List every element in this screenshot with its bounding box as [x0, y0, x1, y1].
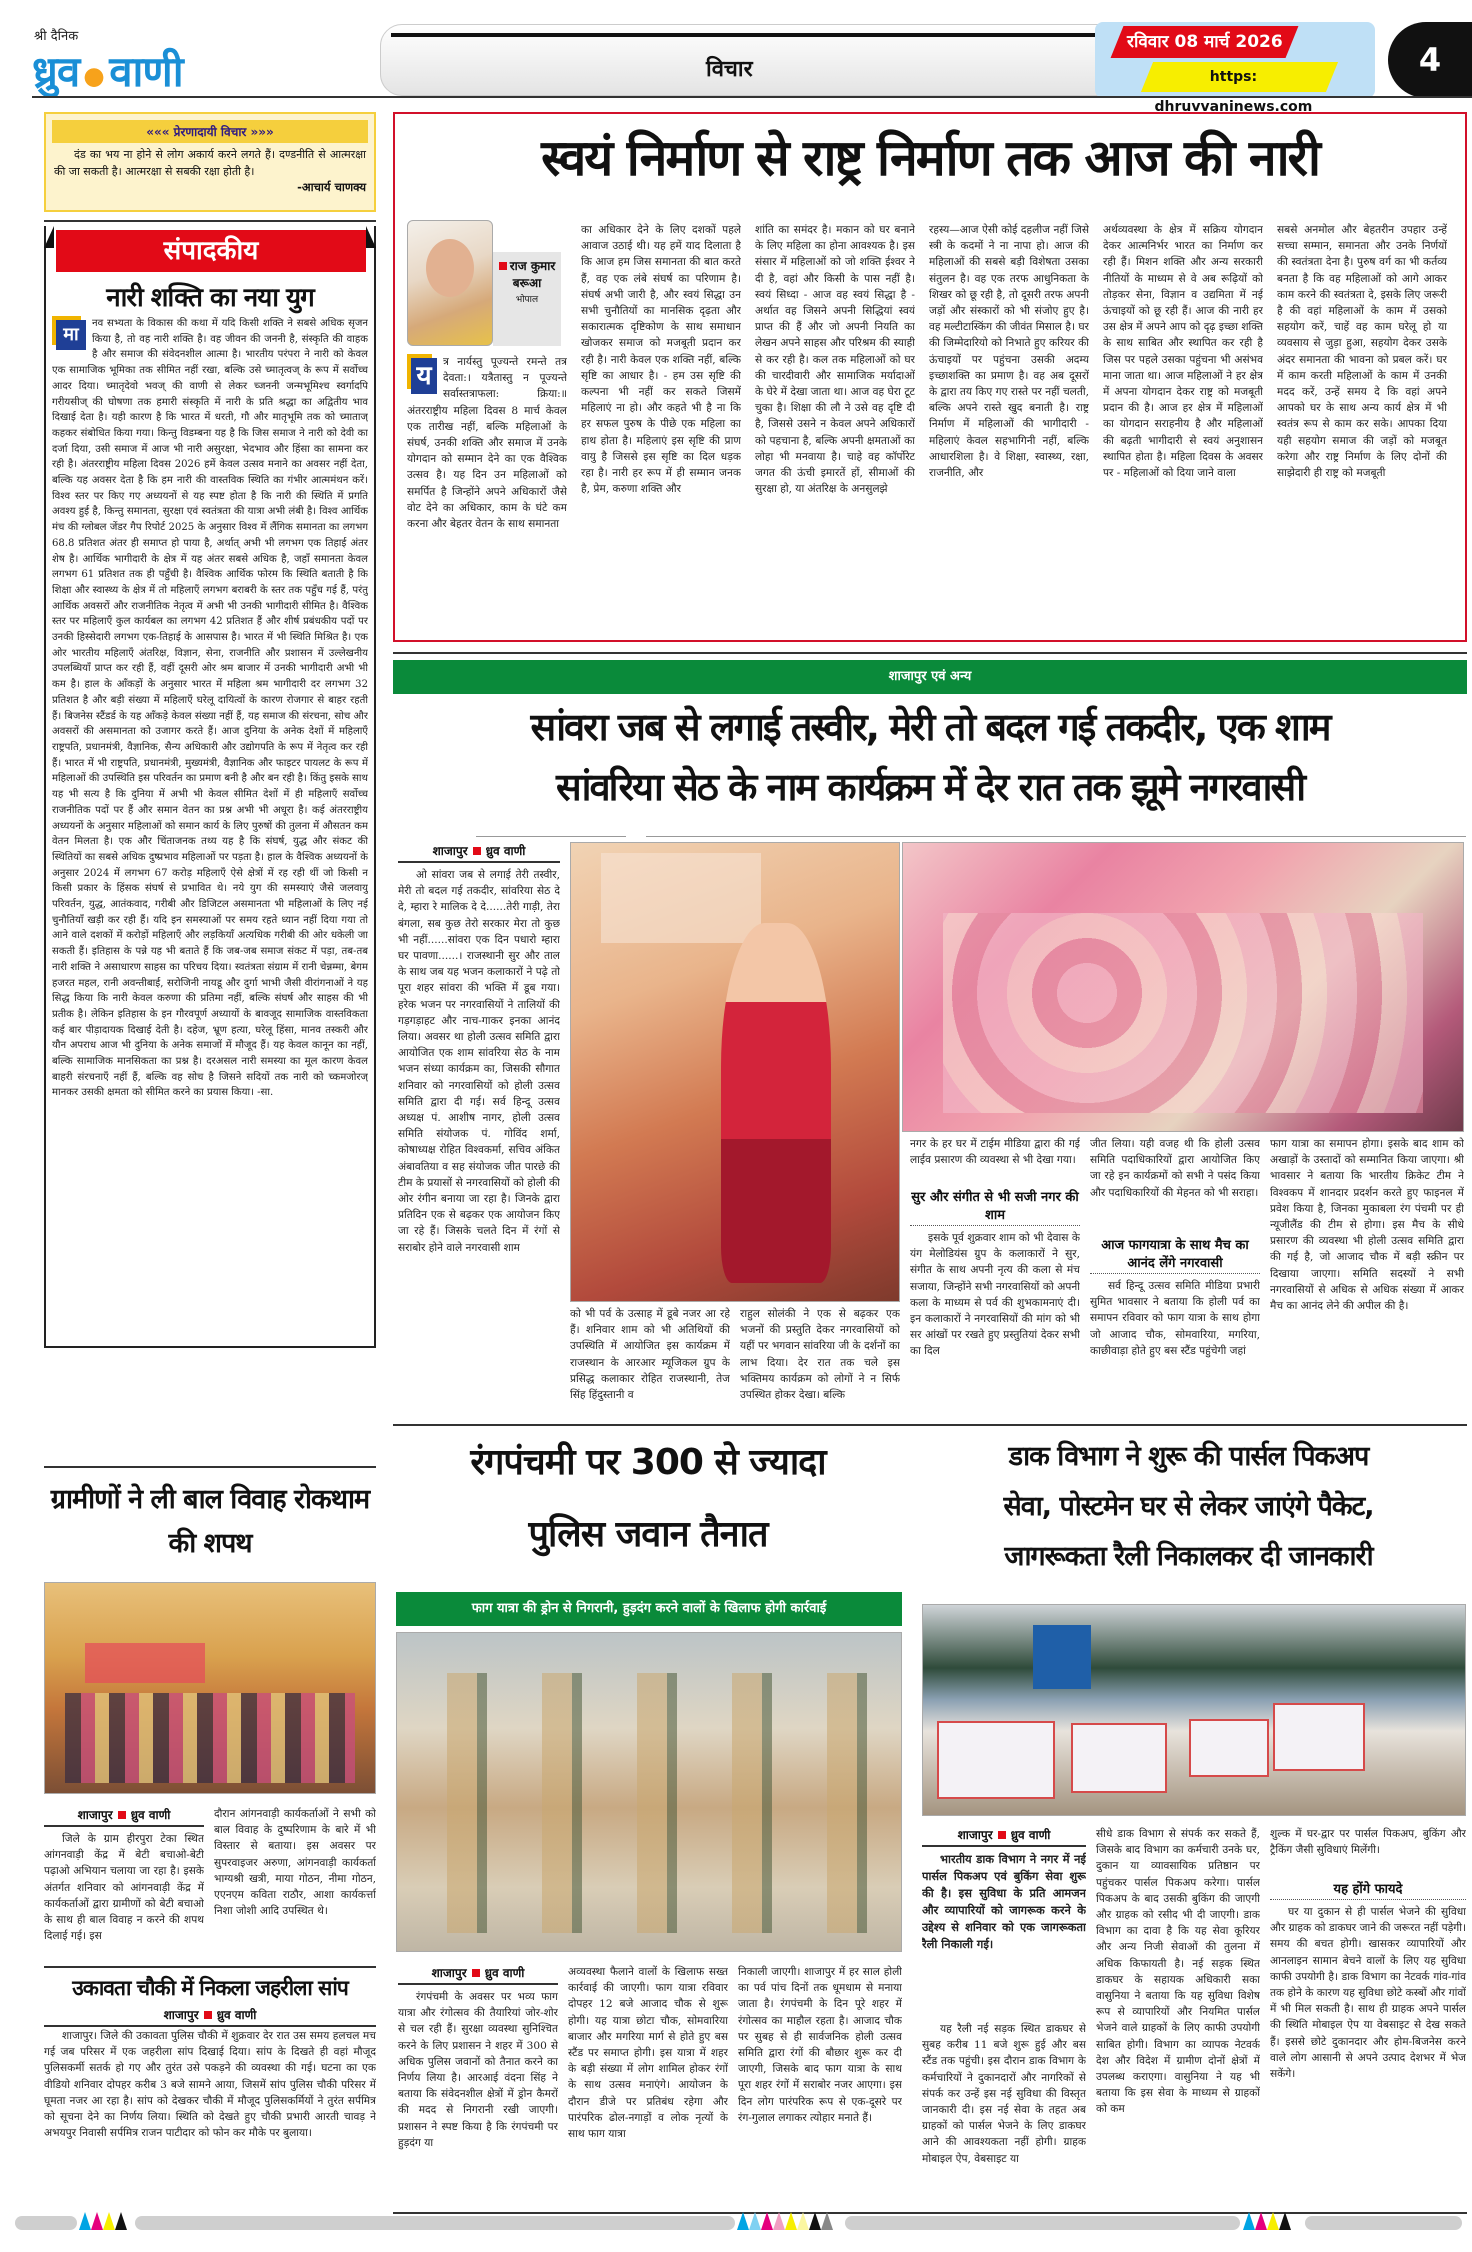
footer-rule: [393, 2212, 1467, 2214]
section-band: [393, 660, 1467, 694]
author-city: भोपाल: [515, 295, 539, 305]
sanwara-col6: फाग यात्रा का समापन होगा। इसके बाद शाम को अखाड़ों के उस्तादों को सम्मानित किया जाएगा। श्री भावसार ने बताया कि भारतीय क्रिकेट टीम ने विश्वकप में शानदार प्रदर्शन करते हुए फाइनल में प्रवेश किया है, जिनका मुकाबला रंग पंचमी पर ही न्यूजीलैंड की टीम से होगा। इस मैच के सीधे प्रसारण की व्यवस्था भी होली उत्सव समिति द्वारा की गई है, जो आजाद चौक में बड़ी स्क्रीन पर दिखाया जाएगा। समिति सदस्यों ने सभी नगरवासियों से अधिक से अधिक संख्या में आकर मैच का आनंद लेने की अपील की है।: [1270, 1138, 1464, 1313]
footer-pill-1: [15, 2216, 77, 2230]
byline-square-icon: [998, 1831, 1006, 1839]
section-tab-rule: [391, 33, 1136, 37]
rally-banner-4: [1273, 1703, 1365, 1771]
lead-col5: अर्थव्यवस्था के क्षेत्र में सक्रिय योगदान देकर आत्मनिर्भर भारत का निर्माण कर रही हैं। मिशन शक्ति और अन्य सरकारी नीतियों के माध्यम से वे अब रूढ़ियों को तोड़कर सेना, विज्ञान व उद्यमिता में नई ऊंचाइयों को छू रही हैं। आज की नारी हर उस क्षेत्र में अपने आप को दृढ़ इच्छा शक्ति के साथ साबित और स्थापित कर रही है जिस पर पहले उसका पहुंचना भी असंभव माना जाता था। आज महिलाओं ने हर क्षेत्र में अपना योगदान देकर राष्ट्र को मजबूती प्रदान की है। आज हर क्षेत्र में महिलाओं का योगदान सराहनीय है और महिलाओं की बढ़ती भागीदारी से स्वयं अनुशासन स्थापित होता है। महिला दिवस के अवसर पर - महिलाओं को दिया जाने वाला: [1103, 224, 1263, 480]
section-band-label: शाजापुर एवं अन्य: [888, 669, 972, 684]
postal-text3b: घर या दुकान से ही पार्सल भेजने की सुविधा और ग्राहक को डाकघर जाने की जरूरत नहीं पड़ेगी। समय की बचत होगी। खासकर व्यापारियों और आनलाइन सामान बेचने वालों के लिए यह सुविधा काफी उपयोगी है। डाक विभाग का नेटवर्क गांव-गांव तक होने के कारण यह सुविधा छोटे कस्बों और गांवों में भी मिल सकती है। साथ ही ग्राहक अपने पार्सल की स्थिति मोबाइल ऐप या वेबसाइट से देख सकते हैं। इससे छोटे दुकानदार और होम-बिजनेस करने वाले लोग आसानी से अपने उत्पाद देशभर में भेज सकेंगे।: [1270, 1906, 1466, 2081]
footer-pill-4: [1305, 2216, 1462, 2230]
holi-faces: [943, 913, 1423, 1113]
sanwara-text4: नगर के हर घर में टाईम मीडिया द्वारा की गई लाईव प्रसारण की व्यवस्था से भी देखा गया।: [910, 1138, 1080, 1167]
postal-lead: भारतीय डाक विभाग ने नगर में नई पार्सल पिकअप एवं बुकिंग सेवा शुरू की है। इस सुविधा के प्रति आमजन और व्यापारियों को जागरूक करने के उद्देश्य से शनिवार को एक जागरूकता रैली निकाली गई।: [922, 1852, 1086, 1951]
byline-square-icon: [118, 1811, 126, 1819]
sanwara-text1: ओ सांवरा जब से लगाई तेरी तस्वीर, मेरी तो बदल गई तकदीर, सांवरिया सेठ दे दे, म्हारा रे मालिक दे दे......तेरी गाड़ी, तेरा बंगला, सब कुछ तेरो सरकार मेरा तो कुछ भी नहीं......सांवरा एक दिन पधारो म्हारा घर पावणा......। राजस्थानी सुर और ताल के साथ जब यह भजन कलाकारों ने पढ़े तो पूरा शहर सांवरा की भक्ति में डूब गया। हरेक भजन पर नगरवासियों ने तालियों की गड़गड़ाहट और नाच-गाकर इनका आनंद लिया। अवसर था होली उत्सव समिति द्वारा आयोजित एक शाम सांवरिया सेठ के नाम भजन संध्या कार्यक्रम का, जिसकी सौगात शनिवार को नगरवासियों को होली उत्सव समिति द्वारा दी गई। सर्व हिन्दू उत्सव अध्यक्ष पं. आशीष नागर, होली उत्सव समिति संयोजक पं. गोविंद शर्मा, कोषाध्यक्ष रोहित विश्वकर्मा, सचिव अंकित अंबावतिया व सह संयोजक जीत पारछे की टीम के प्रयासों से नगरवासियों को होली की ओर रंगीन बनाया जा रहा है। जिनके द्वारा प्रतिदिन एक से बढ़कर एक आयोजन किए जा रहे हैं। जिसके चलते दिन में रंगों से सराबोर होने वाले नगरवासी शाम: [398, 869, 560, 1254]
quote-title: ««« प्रेरणादायी विचार »»»: [52, 120, 368, 143]
date-box: [1095, 22, 1375, 115]
quote-text: दंड का भय ना होने से लोग अकार्य करने लगते हैं। दण्डनीति से आत्मरक्षा की जा सकती है। आत्मरक्षा से सबकी रक्षा होती है।: [54, 148, 366, 178]
headline-underrule-1: [476, 836, 626, 837]
editorial-label: संपादकीय: [56, 230, 366, 272]
quote-author: -आचार्य चाणक्य: [297, 180, 366, 194]
postal-text3: शुल्क में घर-द्वार पर पार्सल पिकअप, बुकिंग और ट्रैकिंग जैसी सुविधाएं मिलेंगी।: [1270, 1828, 1466, 1857]
subhead-match: आज फागयात्रा के साथ मैच का आनंद लेंगे नगरवासी: [1090, 1235, 1260, 1274]
lead-col6: सबसे अनमोल और बेहतरीन उपहार उन्हें सच्चा सम्मान, समानता और उनके निर्णयों की स्वतंत्रता देना है। पुरुष वर्ग का भी कर्तव्य बनता है कि वह महिलाओं को आगे आकर काम करने की स्वतंत्रता दे, इसके लिए जरूरी है की वहां महिलाओं के काम में उसको सहयोग करें, चाहें वह काम घरेलू हो या व्यवसाय से जुड़ा हुआ, सहयोग देकर उसके अंदर समानता की भावना को प्रबल करें। घर में काम करती महिलाओं के काम में उनकी मदद करें, उन्हें समय दे कि वहां अपने आपको घर के साथ अन्य कार्य क्षेत्र में भी स्वतंत्र रूप से काम कर सके। आपका दिया यही सहयोग समाज की जड़ों को मजबूत करेगा और राष्ट्र निर्माण के लिए दोनों की साझेदारी ही राष्ट्र को मजबूती: [1277, 224, 1447, 480]
date-banner: [1111, 26, 1299, 58]
author-name: राज कुमार बरूआ: [509, 259, 556, 290]
sanwara-col5: [1090, 1136, 1260, 1414]
rally-banner-2: [1071, 1723, 1167, 1793]
sanwara-text5: जीत लिया। यही वजह थी कि होली उत्सव समिति पदाधिकारियों द्वारा आयोजित किए जा रहे इन कार्यक्रमों को सभी ने पसंद किया और पदाधिकारियों की मेहनत को भी सराहा।: [1090, 1138, 1260, 1199]
registration-marks-3: [1243, 2212, 1291, 2234]
subhead-benefits: यह होंगे फायदे: [1270, 1879, 1466, 1900]
page-number: 4: [1418, 41, 1442, 79]
editorial-text: नव सभ्यता के विकास की कथा में यदि किसी शक्ति ने सबसे अधिक सृजन किया है, तो वह नारी शक्ति है। वह जीवन की जननी है, संस्कृति की वाहक है और समाज की संवेदनशील आत्मा है। भारतीय परंपरा ने नारी को केवल एक सामाजिक भूमिका तक सीमित नहीं रखा, बल्कि उसे च्मातृत्वज् के रूप में सर्वोच्च आदर दिया। च्मातृदेवो भवज् की वाणी से लेकर च्जननी जन्मभूमिश्च स्वर्गादपि गरीयसीज् की घोषणा तक हमारी संस्कृति में नारी के प्रति श्रद्धा का अद्वितीय भाव दिखाई देता है। यही कारण है कि भारत में धरती, गौ और मातृभूमि तक को च्माताज् कहकर संबोधित किया गया। किन्तु विडम्बना यह है कि जिस समाज ने नारी को देवी का दर्जा दिया, उसी समाज में आज भी नारी असुरक्षा, भेदभाव और हिंसा का सामना कर रही है। अंतरराष्ट्रीय महिला दिवस 2026 हमें केवल उत्सव मनाने का अवसर नहीं देता, बल्कि यह अवसर देता है कि हम नारी की वास्तविक स्थिति का गंभीर आत्ममंथन करें। विश्व स्तर पर किए गए अध्ययनों से यह स्पष्ट होता है कि नारी की स्थिति में प्रगति अवश्य हुई है, किन्तु समानता, सुरक्षा एवं स्वतंत्रता की यात्रा अभी लंबी है। विश्व आर्थिक मंच की ग्लोबल जेंडर गैप रिपोर्ट 2025 के अनुसार विश्व में लैंगिक समानता का लगभग 68.8 प्रतिशत अंतर ही समाप्त हो पाया है, अर्थात् अभी भी लगभग एक तिहाई अंतर शेष है। आर्थिक भागीदारी के क्षेत्र में यह अंतर सबसे अधिक है, जहाँ समानता केवल लगभग 61 प्रतिशत तक ही पहुँची है। वैश्विक आर्थिक फोरम कि स्थिति बताती है कि शिक्षा और स्वास्थ्य के क्षेत्र में तो महिलाएँ लगभग बराबरी के स्तर तक पहुँच गई हैं, परंतु आर्थिक अवसरों और राजनीतिक नेतृत्व में अभी भी उनकी भागीदारी सीमित है। वैश्विक स्तर पर महिलाएँ कुल कार्यबल का लगभग 42 प्रतिशत हैं और शीर्ष प्रबंधकीय पदों पर उनकी हिस्सेदारी लगभग एक-तिहाई के आसपास है। भारत में भी स्थिति मिश्रित है। एक ओर भारतीय महिलाएँ अंतरिक्ष, विज्ञान, सेना, राजनीति और प्रशासन में उल्लेखनीय उपलब्धियाँ प्राप्त कर रही हैं, वहीं दूसरी ओर श्रम बाजार में उनकी भागीदारी अभी भी कम है। हाल के आँकड़ों के अनुसार भारत में महिला श्रम भागीदारी दर लगभग 32 प्रतिशत है और बड़ी संख्या में महिलाएँ घरेलू दायित्वों के कारण रोजगार से बाहर रहती हैं। बिजनेस स्टैंडर्ड के यह आँकड़े केवल संख्या नहीं हैं, यह समाज की संरचना, सोच और अवसरों की असमानता को उजागर करते हैं। आज दुनिया के अनेक देशों में महिलाएँ राष्ट्रपति, प्रधानमंत्री, वैज्ञानिक, सैन्य अधिकारी और उद्योगपति के रूप में नेतृत्व कर रही हैं। भारत में भी राष्ट्रपति, प्रधानमंत्री, मुख्यमंत्री, वैज्ञानिक और फाइटर पायलट के रूप में महिलाओं की उपस्थिति इस परिवर्तन का प्रमाण बनी है और बन रही है। किंतु इसके साथ यह भी सत्य है कि दुनिया में अभी भी केवल सीमित देशों में ही महिलाएँ सर्वोच्च राजनीतिक पदों पर हैं और समान वेतन का प्रश्न अभी भी अधूरा है। कई अंतरराष्ट्रीय अध्ययनों के अनुसार महिलाओं को समान कार्य के लिए पुरुषों की तुलना में औसतन कम वेतन मिलता है। एक और चिंताजनक तथ्य यह है कि संघर्ष, युद्ध और संकट की स्थितियों का सबसे अधिक दुष्प्रभाव महिलाओं पर पड़ता है। हाल के वैश्विक अध्ययनों के अनुसार 2024 में लगभग 67 करोड़ महिलाएँ ऐसे क्षेत्रों में रह रही थीं जो किसी न किसी प्रकार के हिंसक संघर्ष से प्रभावित थे। नये युग की समस्याएं जैसे जलवायु परिवर्तन, युद्ध, आतंकवाद, गरीबी और डिजिटल असमानता भी महिलाओं के लिए नई चुनौतियाँ खड़ी कर रही हैं। यदि इन समस्याओं पर समय रहते ध्यान नहीं दिया गया तो आने वाले दशकों में करोड़ों महिलाएँ और लड़कियाँ अत्यधिक गरीबी की ओर धकेली जा सकती हैं। इतिहास के पन्ने यह भी बताते हैं कि जब-जब समाज संकट में पड़ा, तब-तब नारी शक्ति ने असाधारण साहस का परिचय दिया। स्वतंत्रता संग्राम में रानी चेन्नम्मा, बेगम हजरत महल, रानी अवन्तीबाई, सरोजिनी नायडू और दुर्गा भाभी जैसी वीरांगनाओं ने यह सिद्ध किया कि नारी केवल करुणा की प्रतिमा नहीं, बल्कि संघर्ष और साहस की भी प्रतीक है। लेकिन इतिहास के इन गौरवपूर्ण अध्यायों के बावजूद सामाजिक वास्तविकता कई बार पीड़ादायक दिखाई देती है। दहेज, भ्रूण हत्या, घरेलू हिंसा, मानव तस्करी और यौन अपराध आज भी दुनिया के अनेक समाजों में मौजूद हैं। यह केवल कानून का नहीं, बल्कि सामाजिक मानसिकता का प्रश्न है। दरअसल नारी समस्या का मूल कारण केवल बाहरी संरचनाएँ नहीं हैं, बल्कि वह सोच है जिसने सदियों तक नारी को च्कमजोरज् मानकर उसकी क्षमता को सीमित करने का प्रयास किया। -सा.: [52, 318, 368, 1099]
sun-icon: [81, 62, 107, 88]
footer-pill-2: [135, 2216, 735, 2230]
police-col2: अव्यवस्था फैलाने वालों के खिलाफ सख्त कार्रवाई की जाएगी। फाग यात्रा रविवार दोपहर 12 बजे आजाद चौक से शुरू होगी। यह यात्रा छोटा चौक, सोमवारिया बाजार और मगरिया मार्ग से होते हुए बस स्टैंड पर समाप्त होगी। इस यात्रा में शहर के बड़ी संख्या में लोग शामिल होकर रंगों के साथ उत्सव मनाएंगे। आयोजन के दौरान डीजे पर प्रतिबंध रहेगा और पारंपरिक ढोल-नगाड़ों व लोक नृत्यों के साथ फाग यात्रा: [568, 1966, 728, 2141]
masthead-rule: [32, 96, 1472, 98]
author-face: [426, 239, 474, 297]
byline: शाजापुर ध्रुव वाणी: [922, 1826, 1086, 1847]
billboard: [1033, 1625, 1091, 1689]
quote-box: [44, 112, 376, 212]
editorial-bottom-rule: [44, 1466, 376, 1468]
section-rule: [393, 652, 1467, 654]
masthead: [0, 0, 1472, 115]
child-marriage-col1: [44, 1806, 204, 1955]
editorial-corner-left: [44, 226, 54, 248]
holi-photo: [902, 842, 1464, 1132]
author-credit: [493, 252, 561, 346]
postal-headline-3: जागरूकता रैली निकालकर दी जानकारी: [1004, 1541, 1373, 1572]
postal-text1: यह रैली नई सड़क स्थित डाकघर से सुबह करीब 11 बजे शुरू हुई और बस स्टैंड तक पहुंची। इस दौरान डाक विभाग के कर्मचारियों ने दुकानदारों और नागरिकों से संपर्क कर उन्हें इस नई सुविधा की विस्तृत जानकारी दी। इस नई सेवा के तहत अब ग्राहकों को पार्सल भेजने के लिए डाकघर आने की आवश्यकता नहीं होगी। ग्राहक मोबाइल ऐप, वेबसाइट या: [922, 2023, 1086, 2165]
dancer-figure: [721, 923, 831, 1283]
subhead-music: सुर और संगीत से भी सजी नगर की शाम: [910, 1187, 1080, 1226]
sanwara-headline-2: सांवरिया सेठ के नाम कार्यक्रम में देर रात तक झूमे नगरवासी: [555, 765, 1305, 809]
police-subtitle: फाग यात्रा की ड्रोन से निगरानी, हुड़दंग करने वालों के खिलाफ होगी कार्रवाई: [471, 1601, 827, 1616]
postal-rally-photo: [922, 1604, 1466, 1816]
website-banner[interactable]: [1141, 62, 1338, 115]
lead-article: [393, 112, 1467, 642]
lead-col1-text: त्र नार्यस्तु पूज्यन्ते रमन्ते तत्र देवता:। यत्रैतास्तु न पूज्यन्ते सर्वास्तत्राफला: क्रिया:॥ अंतरराष्ट्रीय महिला दिवस 8 मार्च केवल एक तारीख नहीं, बल्कि महिलाओं के संघर्ष, उनकी शक्ति और समाज में उनके योगदान को सम्मान देने का एक वैश्विक उत्सव है। यह दिन उन महिलाओं को समर्पित है जिन्होंने अपने अधिकारों जैसे वोट देने का अधिकार, काम के घंटे कम करना और बेहतर वेतन के साथ समानता: [407, 356, 567, 531]
police-headline-1: रंगपंचमी पर 300 से ज्यादा: [470, 1442, 826, 1483]
child-marriage-text1: जिले के ग्राम हीरपुरा टेका स्थित आंगनवाड़ी केंद्र में बेटी बचाओ-बेटी पढ़ाओ अभियान चलाया जा रहा है। इसके अंतर्गत शनिवार को आंगनवाड़ी केंद्र में कार्यकर्ताओं द्वारा ग्रामीणों को बेटी बचाओ के साथ ही बाल विवाह न करने की शपथ दिलाई गई। इस: [44, 1833, 204, 1943]
sanwara-text5b: सर्व हिन्दू उत्सव समिति मीडिया प्रभारी सुमित भावसार ने बताया कि होली पर्व का समापन रविवार को फाग यात्रा के साथ होगा जो आजाद चौक, सोमवारिया, मगरिया, काछीवाड़ा होते हुए बस स्टैंड पहुंचेगी जहां: [1090, 1280, 1260, 1357]
snake-headline: उकावता चौकी में निकला जहरीला सांप: [72, 1976, 348, 2000]
sanwara-text4b: इसके पूर्व शुक्रवार शाम को भी देवास के यंग मेलोडियंस ग्रुप के कलाकारों ने सुर, संगीत के साथ अपनी नृत्य की कला से मंच सजाया, जिन्होंने सभी नगरवासियों को अपनी कला के माध्यम से पर्व की शुभकामनाएं दी। इन कलाकारों ने नगरवासियों की मांग को भी सर आंखों पर रखते हुए प्रस्तुतियां देकर सभी का दिल: [910, 1232, 1080, 1358]
police-subtitle-band: [396, 1592, 902, 1626]
police-text1: रंगपंचमी के अवसर पर भव्य फाग यात्रा और रंगोत्सव की तैयारियां जोर-शोर से चल रही हैं। सुरक्षा व्यवस्था सुनिश्चित करने के लिए प्रशासन ने शहर में 300 से अधिक पुलिस जवानों को तैनात करने का निर्णय लिया है। आरआई वंदना सिंह ने बताया कि संवेदनशील क्षेत्रों में ड्रोन कैमरों की मदद से निगरानी रखी जाएगी। प्रशासन ने स्पष्ट किया है कि रंगपंचमी पर हुड़दंग या: [398, 1991, 558, 2149]
byline-square-icon: [473, 847, 481, 855]
postal-col2: सीधे डाक विभाग से संपर्क कर सकते हैं, जिसके बाद विभाग का कर्मचारी उनके घर, दुकान या व्यावसायिक प्रतिष्ठान पर पहुंचकर पार्सल पिकअप करेगा। पार्सल पिकअप के बाद उसकी बुकिंग की जाएगी और ग्राहक को रसीद भी दी जाएगी। डाक विभाग का दावा है कि यह सेवा कूरियर और अन्य निजी सेवाओं की तुलना में अधिक किफायती है। नई सड़क स्थित डाकघर के सहायक अधिकारी सका वासुनिया ने बताया कि यह सुविधा विशेष रूप से व्यापारियों और नियमित पार्सल भेजने वाले ग्राहकों के लिए काफी उपयोगी साबित होगी। विभाग का व्यापक नेटवर्क देश और विदेश में ग्रामीण दोनों क्षेत्रों में उपलब्ध कराएगा। वासुनिया ने यह भी बताया कि इस सेवा के माध्यम से ग्राहकों को कम: [1096, 1828, 1260, 2116]
police-col3: निकाली जाएगी। शाजापुर में हर साल होली का पर्व पांच दिनों तक धूमधाम से मनाया जाता है। रंगपंचमी के दिन पूरे शहर में रंगोत्सव का माहौल रहता है। आजाद चौक पर सुबह से ही सार्वजनिक होली उत्सव समिति द्वारा रंगों की बौछार शुरू कर दी जाएगी, जिसके बाद फाग यात्रा के साथ पूरा शहर रंगों में सराबोर नजर आएगा। इस दिन लोग पारंपरिक रूप से एक-दूसरे पर रंग-गुलाल लगाकर त्योहार मनाते हैं।: [738, 1966, 902, 2124]
date-text: रविवार 08 मार्च 2026: [1126, 32, 1283, 52]
lead-col2: का अधिकार देने के लिए दशकों पहले आवाज उठाई थी। यह हमें याद दिलाता है कि आज हम जिस समानता की बात करते हैं, वह एक लंबे संघर्ष का परिणाम है। संघर्ष अभी जारी है, और स्वयं सिद्धा उन सभी चुनौतियों का मानसिक दृढ़ता और सकारात्मक दृष्टिकोण के साथ समाधान खोजकर समाज को मजबूती प्रदान कर रही है। नारी केवल एक शक्ति नहीं, बल्कि सृष्टि का आधार है। - हम उस सृष्टि की कल्पना भी नहीं कर सकते जिसमें महिलाएं ना हो। और कहते भी है ना कि हर सफल पुरुष के पीछे एक महिला का हाथ होता है। महिलाएं इस सृष्टि की प्राण वायु है जिससे इस सृष्टि का दिल धड़क रहा है। नारी हर रूप में ही सम्मान जनक है, प्रेम, करुणा शक्ति और: [581, 224, 741, 496]
postal-col1: [922, 1826, 1086, 2179]
logo-prefix: श्री दैनिक: [34, 29, 79, 44]
editorial-dropcap: मा: [56, 320, 86, 350]
byline-square-icon: [472, 1969, 480, 1977]
photo-people: [65, 1693, 355, 1783]
editorial-body: [52, 316, 368, 1342]
police-col1: [398, 1964, 558, 2203]
byline: शाजापुर ध्रुव वाणी: [44, 1806, 204, 1827]
section-title: विचार: [706, 57, 753, 82]
byline: शाजापुर ध्रुव वाणी: [398, 842, 560, 863]
byline: शाजापुर ध्रुव वाणी: [398, 1964, 558, 1985]
police-headline-2: पुलिस जवान तैनात: [528, 1514, 768, 1555]
rally-banner-3: [1189, 1719, 1269, 1777]
rally-banner-1: [937, 1721, 1055, 1799]
footer-pill-3: [845, 2216, 1240, 2230]
child-marriage-headline: ग्रामीणों ने ली बाल विवाह रोकथाम की शपथ: [50, 1484, 370, 1559]
snake-byline: शाजापुर ध्रुव वाणी: [44, 2006, 376, 2027]
snake-body: शाजापुर। जिले की उकावता पुलिस चौकी में शुक्रवार देर रात उस समय हलचल मच गई जब परिसर में एक जहरीला सांप दिखाई दिया। सांप के दिखते ही वहां मौजूद पुलिसकर्मी सतर्क हो गए और तुरंत उसे पकड़ने की व्यवस्था की गई। घटना का एक वीडियो शनिवार दोपहर करीब 3 बजे सामने आया, जिसमें सांप पुलिस चौकी परिसर में घूमता नजर आ रहा है। सांप को देखकर चौकी में मौजूद पुलिसकर्मियों ने तुरंत सर्पमित्र को सूचना देने का निर्णय लिया। स्थिति को देखते हुए चौकी प्रभारी आरती चावड़ ने अभयपुर निवासी सर्पमित्र राजन पाटीदार को फोन कर मौके पर बुलाया।: [44, 2030, 376, 2140]
footer-bar: [15, 2216, 1462, 2234]
author-square-icon: [499, 262, 507, 270]
dancer-photo: [570, 842, 900, 1302]
postal-headline-2: सेवा, पोस्टमेन घर से लेकर जाएंगे पैकेट,: [1003, 1491, 1374, 1522]
sanwara-col2: को भी पर्व के उत्साह में डूबे नजर आ रहे हैं। शनिवार शाम को भी अतिथियों की उपस्थिति में आयोजित इस कार्यक्रम में राजस्थान के आरआर म्यूजिकल ग्रुप के प्रसिद्ध कलाकार रोहित राजस्थानी, तेज सिंह हिंदुस्तानी व: [570, 1308, 730, 1402]
logo-title: [32, 42, 183, 99]
lead-headline: स्वयं निर्माण से राष्ट्र निर्माण तक आज की नारी: [541, 129, 1319, 187]
editorial-box: [44, 226, 376, 1348]
registration-marks-2: [737, 2212, 833, 2234]
child-marriage-col2: दौरान आंगनवाड़ी कार्यकर्ताओं ने सभी को बाल विवाह के दुष्परिणाम के बारे में भी विस्तार से बताया। इस अवसर पर सुपरवाइजर अरुणा, आंगनवाड़ी कार्यकर्ता भाग्यश्री खत्री, माया गोठन, नीमा गोठन, एएनएम कविता राठौर, आशा कार्यकर्त्ता निशा जोशी आदि उपस्थित थे।: [214, 1808, 376, 1918]
page-number-badge: [1388, 22, 1472, 98]
photo-banner: [85, 1643, 205, 1683]
lead-col1: [407, 354, 567, 634]
editorial-title: नारी शक्ति का नया युग: [106, 283, 314, 313]
mid-rule: [393, 1424, 1467, 1426]
postal-col3: [1270, 1826, 1466, 2182]
sanwara-col3: राहुल सोलंकी ने एक से बढ़कर एक भजनों की प्रस्तुति देकर नगरवासियों को यहीं पर भगवान सांवरिया जी के दर्शनों का लाभ दिया। देर रात तक चले इस भक्तिमय कार्यक्रम को लोगों ने न सिर्फ उपस्थित होकर देखा। बल्कि: [740, 1308, 900, 1402]
sanwara-col4: [910, 1136, 1080, 1414]
byline-square-icon: [204, 2011, 212, 2019]
lead-col3: शांति का समंदर है। मकान को घर बनाने के लिए महिला का होना आवश्यक है। इस संसार में महिलाओं को जो शक्ति ईश्वर ने दी है, वहां और किसी के पास नहीं है। स्वयं सिध्दा - आज वह स्वयं सिद्धा है - अर्थात वह जिसने अपनी सिद्धियां स्वयं प्राप्त की हैं और जो अपनी नियति का लेखन अपने साहस और परिश्रम की स्याही से कर रही है। कल तक महिलाओं को घर की चारदीवारी और सामाजिक मर्यादाओं के घेरे में देखा जाता था। आज वह घेरा टूट चुका है। शिक्षा की लौ ने उसे वह दृष्टि दी है, जिससे उसने न केवल अपने अधिकारों को पहचाना है, बल्कि अपनी क्षमताओं का लोहा भी मनवाया है। चाहे वह कॉर्पोरेट जगत की ऊंची इमारतें हों, सीमाओं की सुरक्षा हो, या अंतरिक्ष के अनसुलझे: [755, 224, 915, 496]
police-figures: [417, 1673, 883, 1933]
logo[interactable]: [32, 26, 302, 96]
child-marriage-rule: [44, 1966, 376, 1968]
quote-rule: [44, 220, 376, 222]
lead-col4: रहस्य—आज ऐसी कोई दहलीज नहीं जिसे स्त्री के कदमों ने ना नापा हो। आज की महिलाओं की सबसे बड़ी विशेषता उसका संतुलन है। वह एक तरफ आधुनिकता के शिखर को छू रही है, तो दूसरी तरफ अपनी जड़ों और संस्कारों को भी संजोए हुए है। वह मल्टीटास्किंग की जीवंत मिसाल है। घर की जिम्मेदारियो को निभाते हुए करियर की ऊंचाइयों पर पहुंचना उसकी अदम्य इच्छाशक्ति का प्रमाण है। वह अब दूसरों के द्वारा तय किए गए रास्ते पर नहीं चलती, बल्कि अपने रास्ते खुद बनाती है। राष्ट्र निर्माण में महिलाओं की भागीदारी - महिलाएं केवल सहभागिनी नहीं, बल्कि आधारशिला है। वे शिक्षा, स्वास्थ्य, रक्षा, राजनीति, और: [929, 224, 1089, 480]
editorial-corner-right: [366, 226, 376, 248]
logo-part2: वाणी: [109, 47, 183, 96]
website-link[interactable]: https: dhruvvaninews.com: [1154, 69, 1313, 115]
postal-headline-1: डाक विभाग ने शुरू की पार्सल पिकअप: [1008, 1441, 1369, 1472]
sanwara-col1: [398, 842, 560, 1435]
author-photo: [407, 220, 493, 346]
police-photo: [396, 1632, 902, 1952]
section-tab: [380, 24, 1145, 96]
child-marriage-photo: [44, 1582, 376, 1794]
headline-underrule-2: [646, 836, 1466, 837]
logo-part1: ध्रुव: [32, 47, 80, 96]
photo-banner-text: [601, 853, 761, 943]
sanwara-headline-1: सांवरा जब से लगाई तस्वीर, मेरी तो बदल गई तकदीर, एक शाम: [530, 705, 1330, 749]
registration-marks-1: [79, 2212, 127, 2234]
lead-dropcap: य: [411, 358, 437, 394]
